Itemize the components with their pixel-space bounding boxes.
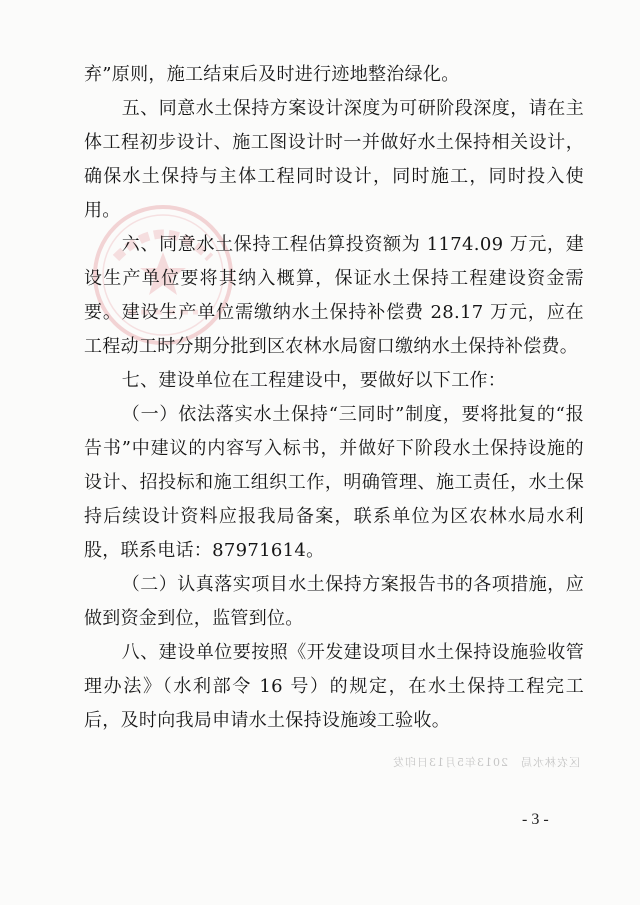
paragraph-continuation: 弃”原则，施工结束后及时进行迹地整治绿化。: [84, 64, 460, 85]
paragraph-item-8: 八、建设单位要按照《开发建设项目水土保持设施验收管理办法》（水利部令 16 号）的规定，在水土保持工程完工后，及时向我局申请水土保持设施竣工验收。: [84, 642, 584, 731]
page-number: - 3 -: [522, 811, 549, 828]
bleed-through-watermark: [392, 754, 580, 770]
paragraph-item-6: 六、同意水土保持工程估算投资额为 1174.09 万元，建设生产单位要将其纳入概算，保证水土保持工程建设资金需要。建设生产单位需缴纳水土保持补偿费 28.17 万元，应在工程动工时分期分批到区农林水局窗口缴纳水土保持补偿费。: [84, 234, 584, 357]
paragraph-item-7-1: （一）依法落实水土保持“三同时”制度，要将批复的“报告书”中建议的内容写入标书，并做好下阶段水土保持设施的设计、招投标和施工组织工作，明确管理、施工责任，水土保持后续设计资料应报我局备案，联系单位为区农林水局水利股，联系电话：87971614。: [84, 404, 584, 561]
watermark-org: 区农林水局: [520, 756, 580, 769]
paragraph-item-7-2: （二）认真落实项目水土保持方案报告书的各项措施，应做到资金到位，监管到位。: [84, 574, 584, 629]
paragraph-item-7: 七、建设单位在工程建设中，要做好以下工作：: [121, 370, 507, 391]
watermark-date: 2013年5月13日印发: [392, 756, 508, 769]
paragraph-item-5: 五、同意水土保持方案设计深度为可研阶段深度，请在主体工程初步设计、施工图设计时一并做好水土保持相关设计，确保水土保持与主体工程同时设计，同时施工，同时投入使用。: [84, 98, 584, 221]
document-body: [84, 58, 584, 738]
